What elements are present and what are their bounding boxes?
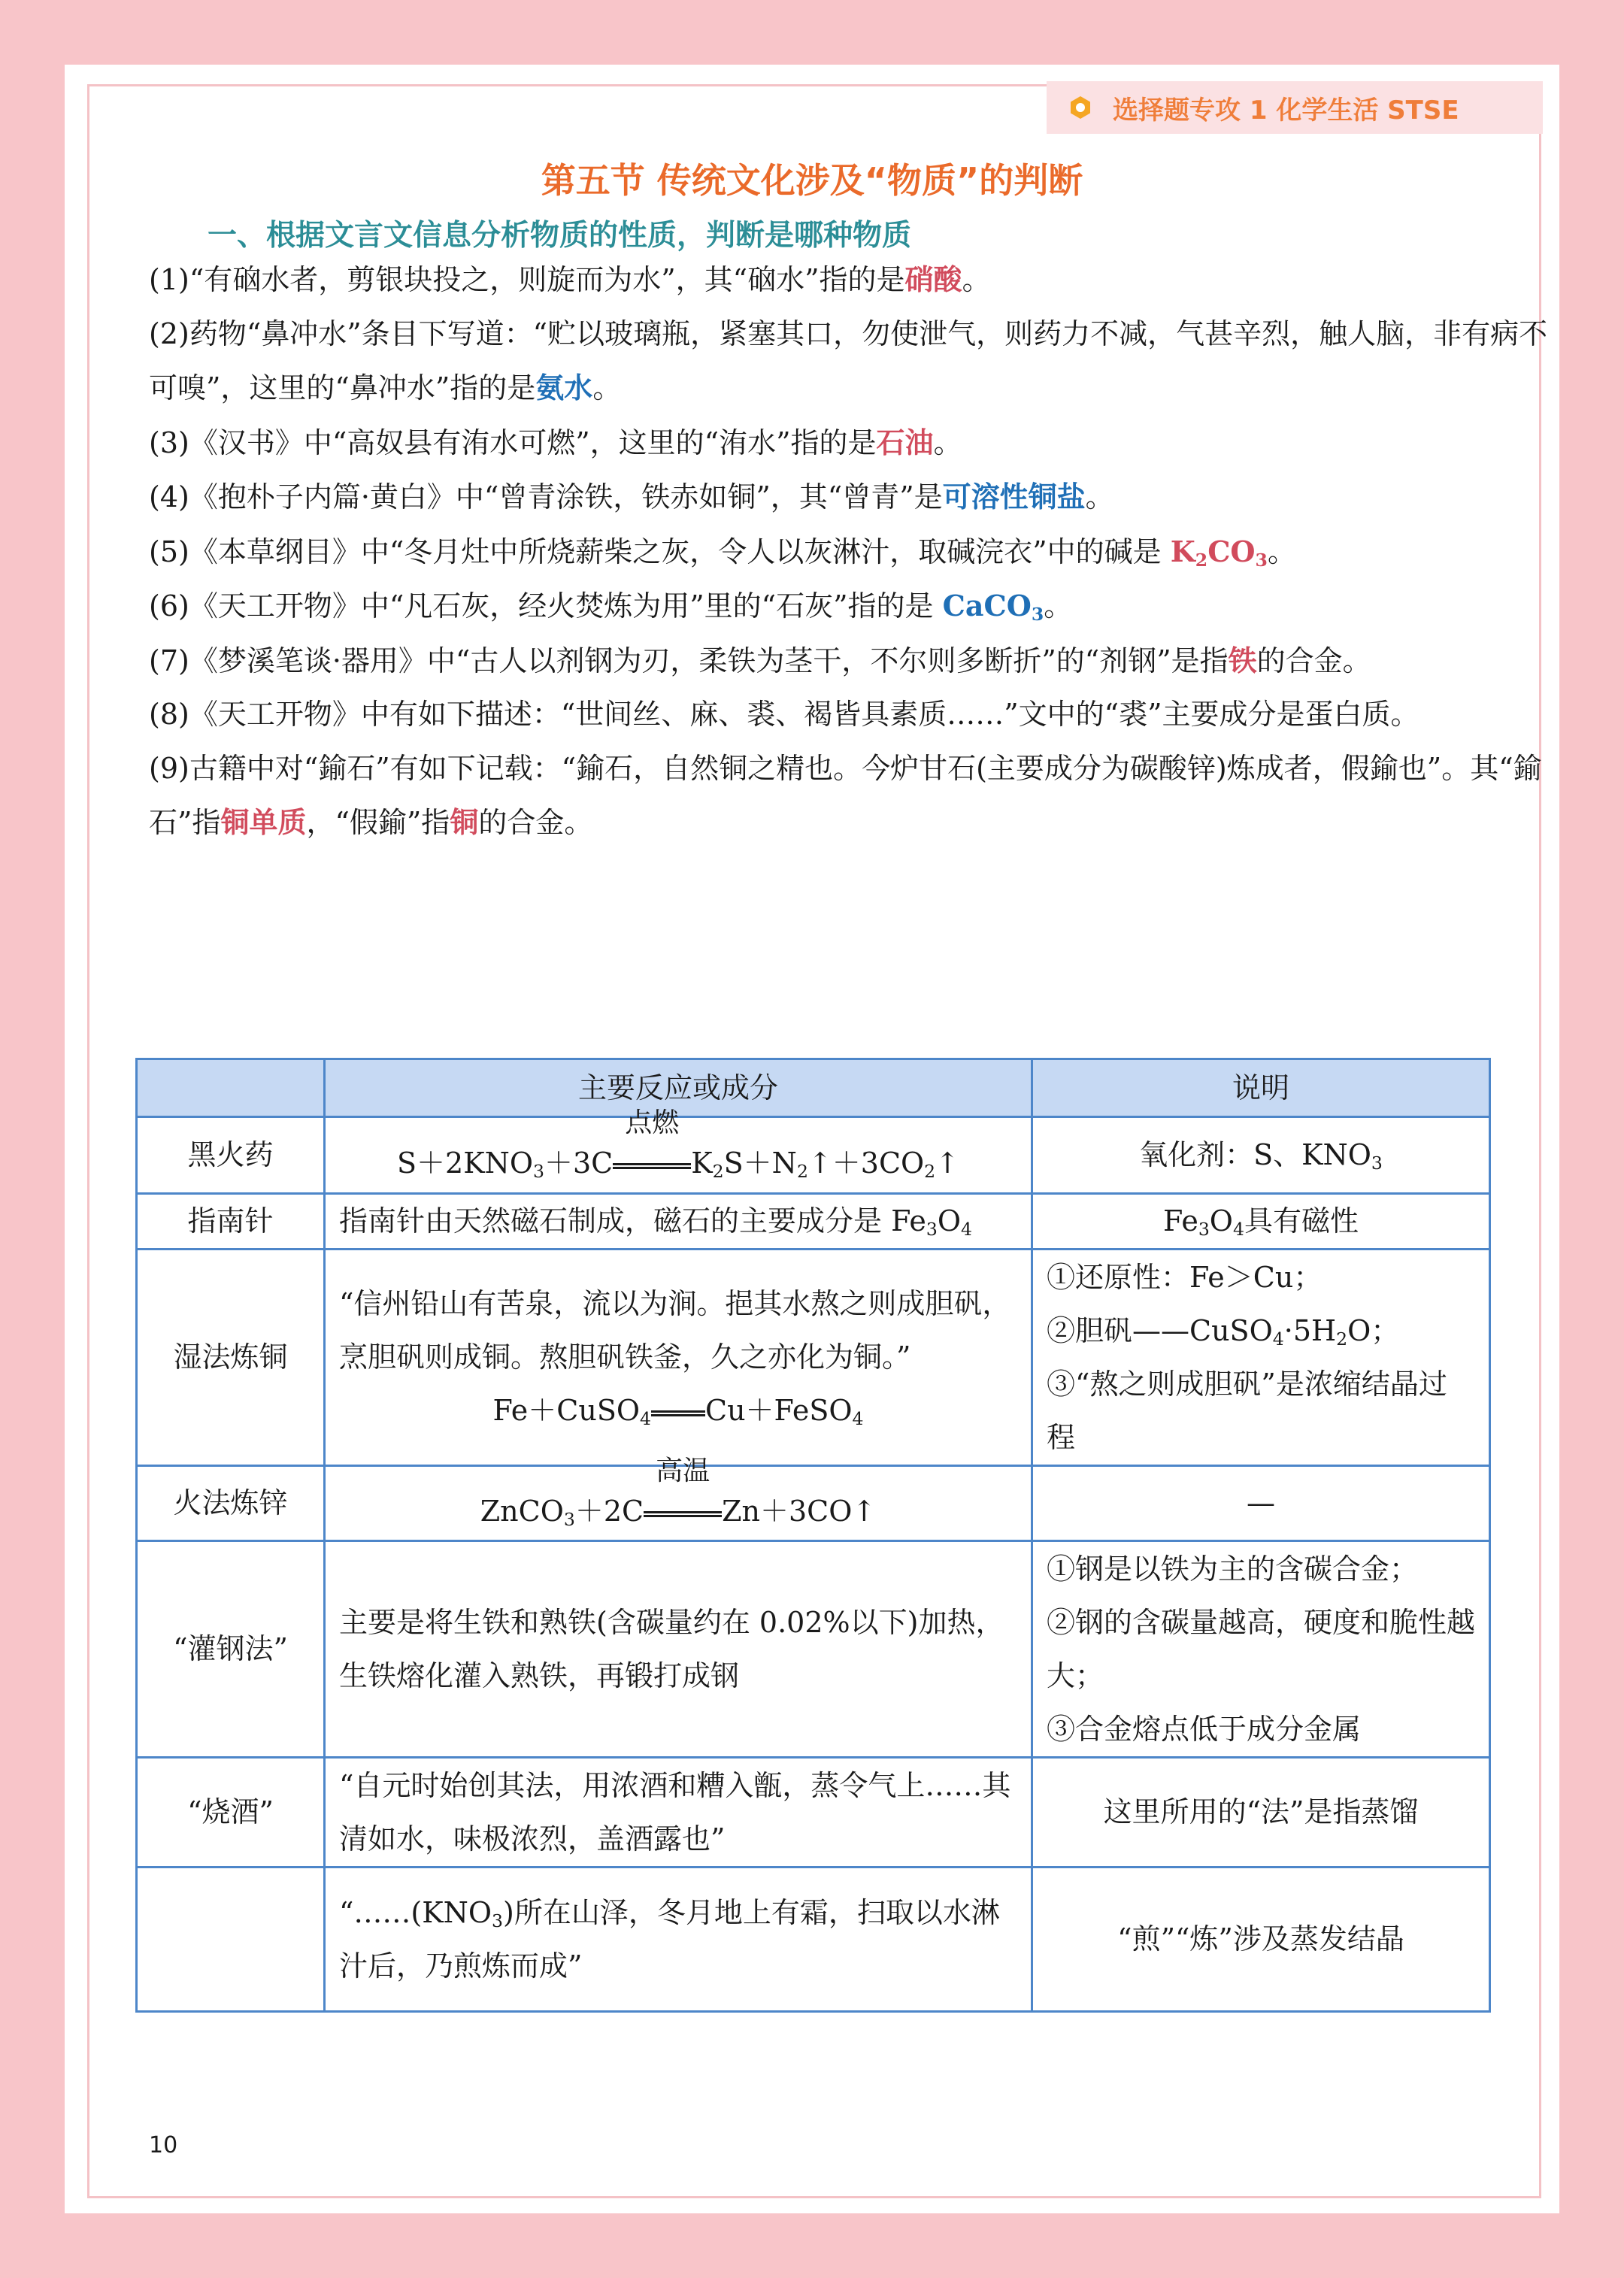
row-reaction: 主要是将生铁和熟铁(含碳量约在 0.02%以下)加热，生铁熔化灌入熟铁，再锻打成钢	[325, 1541, 1032, 1758]
row-note: 氧化剂：S、$KNO_3$	[1032, 1117, 1490, 1194]
header-cell: 说明	[1032, 1059, 1490, 1117]
row-note: —	[1032, 1466, 1490, 1541]
row-reaction: 指南针由天然磁石制成，磁石的主要成分是 $Fe_3O_4$	[325, 1194, 1032, 1250]
item-6: (6)《天工开物》中“凡石灰，经火焚炼为用”里的“石灰”指的是 CaCO$_3$。	[149, 589, 1073, 625]
row-reaction: $S+2KNO_3+3C$ 点燃 $K_2S+N_2↑+3CO_2↑$	[325, 1117, 1032, 1194]
table-row	[137, 1758, 1490, 1868]
section1-body	[149, 253, 1556, 850]
equals-sign	[651, 1410, 705, 1416]
row-name: 指南针	[137, 1194, 325, 1250]
table-row	[137, 1868, 1490, 2012]
section1-heading: 一、根据文言文信息分析物质的性质，判断是哪种物质	[208, 219, 912, 253]
row-reaction: “$\dots\dots(KNO_3)$所在山泽，冬月地上有霜，扫取以水淋汁后，乃煎炼而成”	[325, 1868, 1032, 2012]
row-name: “烧酒”	[137, 1758, 325, 1868]
technology-table	[135, 1058, 1491, 2013]
page-title: 第五节 传统文化涉及“物质”的判断	[541, 160, 1083, 201]
row-reaction: “自元时始创其法，用浓酒和糟入甑，蒸令气上……其清如水，味极浓烈，盖酒露也”	[325, 1758, 1032, 1868]
item-7: (7)《梦溪笔谈·器用》中“古人以剂钢为刃，柔铁为茎干，不尔则多断折”的“剂钢”是指铁的合金。	[149, 643, 1371, 677]
item-8: (8)《天工开物》中有如下描述：“世间丝、麻、裘、褐皆具素质……”文中的“裘”主要成分是蛋白质。	[149, 698, 1419, 731]
page-number: 10	[149, 2132, 178, 2158]
item-3: (3)《汉书》中“高奴县有洧水可燃”，这里的“洧水”指的是石油。	[149, 425, 962, 459]
item-2: (2)药物“鼻冲水”条目下写道：“贮以玻璃瓶，紧塞其口，勿使泄气，则药力不减，气甚辛烈，触人脑，非有病不可嗅”，这里的“鼻冲水”指的是氨水。	[149, 317, 1548, 404]
item-4: (4)《抱朴子内篇·黄白》中“曾青涂铁，铁赤如铜”，其“曾青”是可溶性铜盐。	[149, 480, 1114, 513]
table-row	[137, 1194, 1490, 1250]
reaction-arrow: 点燃	[613, 1137, 691, 1190]
header-cell: 主要反应或成分	[325, 1059, 1032, 1117]
header-tag	[1047, 81, 1543, 134]
row-note: $Fe_3O_4$具有磁性	[1032, 1194, 1490, 1250]
row-reaction: ZnCO$_3$＋2C 高温 Zn＋3CO↑	[325, 1466, 1032, 1541]
header-cell	[137, 1059, 325, 1117]
row-name	[137, 1868, 325, 2012]
header-tag-text: 选择题专攻 1 化学生活 STSE	[1113, 95, 1459, 126]
item-9: (9)古籍中对“鍮石”有如下记载：“鍮石，自然铜之精也。今炉甘石(主要成分为碳酸锌)炼成者，假鍮也”。其“鍮石”指铜单质，“假鍮”指铜的合金。	[149, 751, 1542, 839]
page	[65, 65, 1559, 2213]
row-note: ①还原性：Fe＞Cu； ②胆矾$——CuSO_4\cdot 5H_2O$； ③“熬之则成胆矾”是浓缩结晶过程	[1032, 1250, 1490, 1466]
row-note: “煎”“炼”涉及蒸发结晶	[1032, 1868, 1490, 2012]
table-row	[137, 1117, 1490, 1194]
item-1: (1)“有硇水者，剪银块投之，则旋而为水”，其“硇水”指的是硝酸。	[149, 262, 991, 296]
row-reaction: “信州铅山有苦泉，流以为涧。挹其水熬之则成胆矾，烹胆矾则成铜。熬胆矾铁釜，久之亦化为铜。” Fe＋CuSO$_4$ Cu＋FeSO$_4$	[325, 1250, 1032, 1466]
row-name: “灌钢法”	[137, 1541, 325, 1758]
row-note: ①钢是以铁为主的含碳合金； ②钢的含碳量越高，硬度和脆性越大； ③合金熔点低于成分金属	[1032, 1541, 1490, 1758]
row-name: 黑火药	[137, 1117, 325, 1194]
table-row	[137, 1466, 1490, 1541]
reaction-arrow: 高温	[644, 1485, 722, 1538]
table-row	[137, 1250, 1490, 1466]
item-5: (5)《本草纲目》中“冬月灶中所烧薪柴之灰，令人以灰淋汁，取碱浣衣”中的碱是 $K_2CO_3$。	[149, 534, 1296, 571]
row-note: 这里所用的“法”是指蒸馏	[1032, 1758, 1490, 1868]
row-name: 湿法炼铜	[137, 1250, 325, 1466]
table-row	[137, 1541, 1490, 1758]
hexagon-icon	[1068, 95, 1093, 120]
table-header-row	[137, 1059, 1490, 1117]
row-name: 火法炼锌	[137, 1466, 325, 1541]
